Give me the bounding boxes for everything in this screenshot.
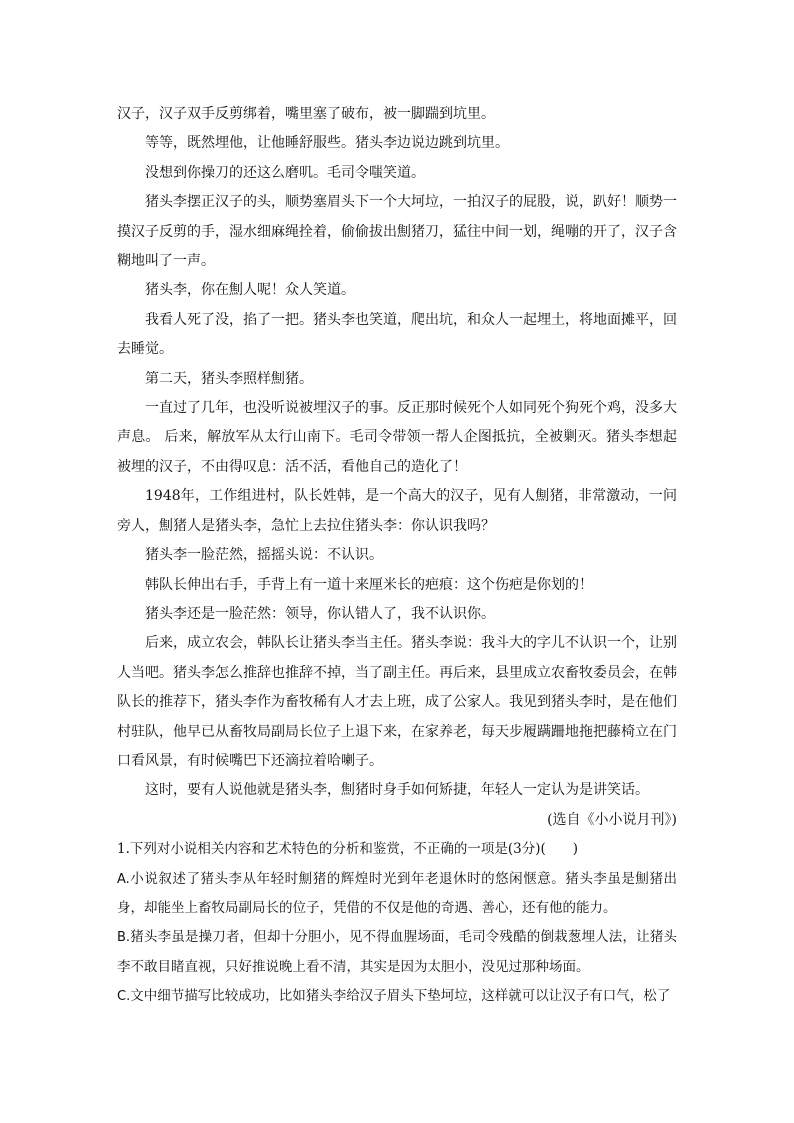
story-paragraph: 等等，既然埋他，让他睡舒服些。猪头李边说边跳到坑里。 — [145, 135, 509, 152]
option-text: 文中细节描写比较成功，比如猪头李给汉子眉头下垫坷垃，这样就可以让汉子有口气，松了 — [130, 988, 671, 1005]
story-paragraph: 猪头李一脸茫然，摇摇头说：不认识。 — [145, 547, 383, 564]
story-paragraph: 猪头李摆正汉子的头，顺势塞眉头下一个大坷垃，一拍汉子的屁股，说，趴好！顺势一摸汉子反剪的手，湿水细麻绳拴着，偷偷拔出劁猪刀，猛往中间一划，绳嘣的开了，汉子含糊地叫了一声。 — [117, 194, 677, 270]
story-paragraph: 汉子，汉子双手反剪绑着，嘴里塞了破布，被一脚踹到坑里。 — [117, 106, 495, 122]
question-options — [117, 865, 677, 1012]
story-paragraph: 一直过了几年，也没听说被埋汉子的事。反正那时候死个人如同死个狗死个鸡，没多大声息。 后来，解放军从太行山南下。毛司令带领一帮人企图抵抗，全被剿灭。猪头李想起被埋的汉子，不由得叹息：活不活，看他自己的造化了！ — [117, 400, 677, 475]
story-paragraph: 后来，成立农会，韩队长让猪头李当主任。猪头李说：我斗大的字儿不认识一个，让别人当吧。猪头李怎么推辞也推辞不掉，当了副主任。再后来，县里成立农畜牧委员会，在韩队长的推荐下，猪头李作为畜牧稀有人才去上班，成了公家人。我见到猪头李时，是在他们村驻队，他早已从畜牧局副局长位子上退下来，在家养老，每天步履蹒跚地拖把藤椅立在门口看风景，有时候嘴巴下还滴拉着哈喇子。 — [117, 635, 677, 769]
option-letter: A. — [117, 871, 130, 887]
story-paragraph: 第二天，猪头李照样劁猪。 — [145, 370, 313, 387]
question-option — [117, 865, 677, 924]
story-paragraph: 这时，要有人说他就是猪头李，劁猪时身手如何矫捷，年轻人一定认为是讲笑话。 — [145, 782, 649, 799]
document-page — [117, 100, 677, 1012]
story-source: (选自《小小说月刊》) — [547, 811, 677, 828]
story-body — [117, 100, 677, 806]
option-text: 猪头李虽是操刀者，但却十分胆小，见不得血腥场面，毛司令残酷的倒栽葱埋人法，让猪头李不敢目睹直视，只好推说晚上看不清，其实是因为太胆小，没见过那种场面。 — [117, 929, 677, 975]
question-option — [117, 982, 677, 1011]
story-paragraph: 1948年，工作组进村，队长姓韩，是一个高大的汉子，见有人劁猪，非常激动，一问旁人，劁猪人是猪头李，急忙上去拉住猪头李：你认识我吗？ — [117, 488, 677, 534]
story-paragraph: 韩队长伸出右手，手背上有一道十来厘米长的疤痕：这个伤疤是你划的！ — [145, 576, 593, 593]
option-letter: C. — [117, 989, 131, 1005]
story-paragraph: 我看人死了没，掐了一把。猪头李也笑道，爬出坑，和众人一起埋土，将地面摊平，回去睡觉。 — [117, 311, 677, 358]
question-stem: 1.下列对小说相关内容和艺术特色的分析和鉴赏，不正确的一项是(3分)( ) — [117, 841, 579, 858]
story-paragraph: 猪头李还是一脸茫然：领导，你认错人了，我不认识你。 — [145, 605, 495, 622]
option-letter: B. — [117, 930, 131, 946]
question-option — [117, 923, 677, 982]
option-text: 小说叙述了猪头李从年轻时劁猪的辉煌时光到年老退休时的悠闲惬意。猪头李虽是劁猪出身，却能坐上畜牧局副局长的位子，凭借的不仅是他的奇遇、善心，还有他的能力。 — [117, 870, 677, 916]
story-paragraph: 猪头李，你在劁人呢！众人笑道。 — [145, 282, 355, 299]
story-paragraph: 没想到你操刀的还这么磨叽。毛司令嗤笑道。 — [145, 164, 425, 181]
